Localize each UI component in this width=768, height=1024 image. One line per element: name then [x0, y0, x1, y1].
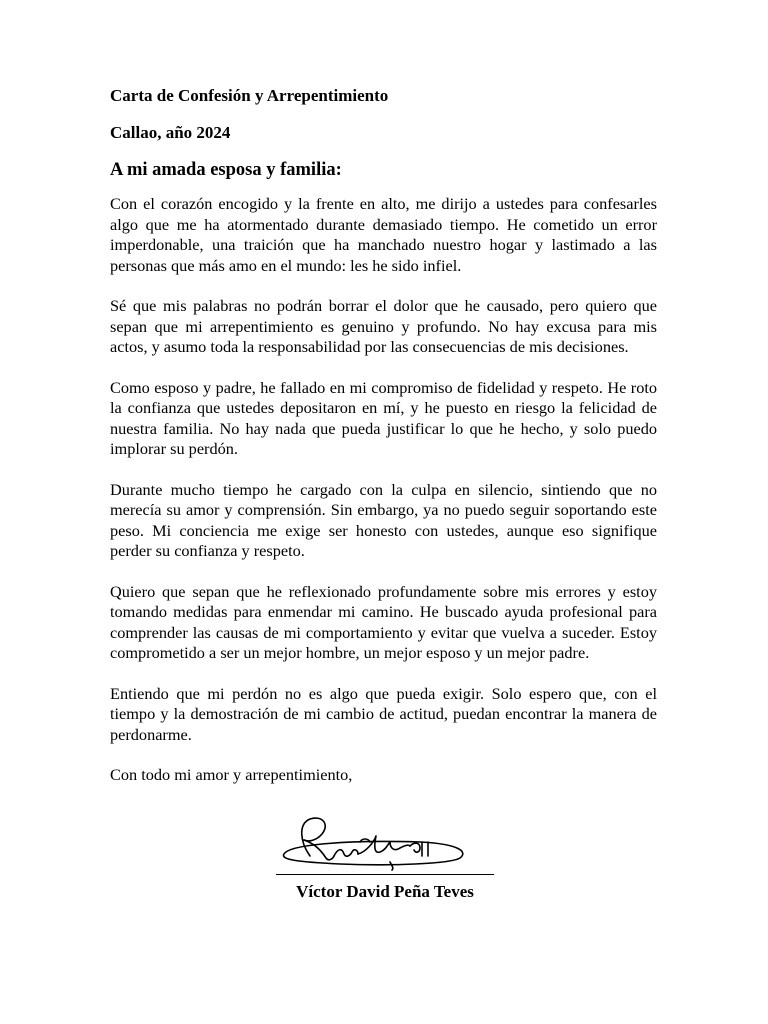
letter-title: Carta de Confesión y Arrepentimiento [110, 86, 389, 105]
handwritten-signature [270, 812, 500, 874]
signature-block [270, 812, 500, 903]
paragraph-5: Quiero que sepan que he reflexionado profundamente sobre mis errores y estoy tomando medidas para enmendar mi camino. He buscado ayuda profesional para comprender las causas de mi comportamiento y evitar que vuelva a suceder. Estoy comprometido a ser un mejor hombre, un mejor esposo y un mejor padre. [110, 581, 657, 662]
letter-body [110, 85, 657, 786]
paragraph-2: Sé que mis palabras no podrán borrar el dolor que he causado, pero quiero que sepan que mi arrepentimiento es genuino y profundo. No hay excusa para mis actos, y asumo toda la responsabilidad por las consecuencias de mis decisiones. [110, 296, 657, 356]
paragraph-6: Entiendo que mi perdón no es algo que pueda exigir. Solo espero que, con el tiempo y la demostración de mi cambio de actitud, puedan encontrar la manera de perdonarme. [110, 683, 657, 744]
paragraph-1: Con el corazón encogido y la frente en alto, me dirijo a ustedes para confesarles algo que me ha atormentado durante demasiado tiempo. He cometido un error imperdonable, una traición que ha manchado nuestro hogar y lastimado a las personas que más amo en el mundo: les he sido infiel. [110, 194, 657, 275]
greeting: A mi amada esposa y familia: [110, 160, 342, 180]
paragraph-3: Como esposo y padre, he fallado en mi compromiso de fidelidad y respeto. He roto la confianza que ustedes depositaron en mí, y he puesto en riesgo la felicidad de nuestra familia. No hay nada que pueda justificar lo que he hecho, y solo puedo implorar su perdón. [110, 377, 657, 458]
place-date: Callao, año 2024 [110, 123, 231, 142]
signature-line [276, 874, 494, 875]
signer-name: Víctor David Peña Teves [296, 882, 474, 901]
closing-line: Con todo mi amor y arrepentimiento, [110, 765, 353, 784]
paragraph-4: Durante mucho tiempo he cargado con la culpa en silencio, sintiendo que no merecía su amor y comprensión. Sin embargo, ya no puedo seguir soportando este peso. Mi conciencia me exige ser honesto con ustedes, aunque eso signifique perder su confianza y respeto. [110, 479, 657, 560]
